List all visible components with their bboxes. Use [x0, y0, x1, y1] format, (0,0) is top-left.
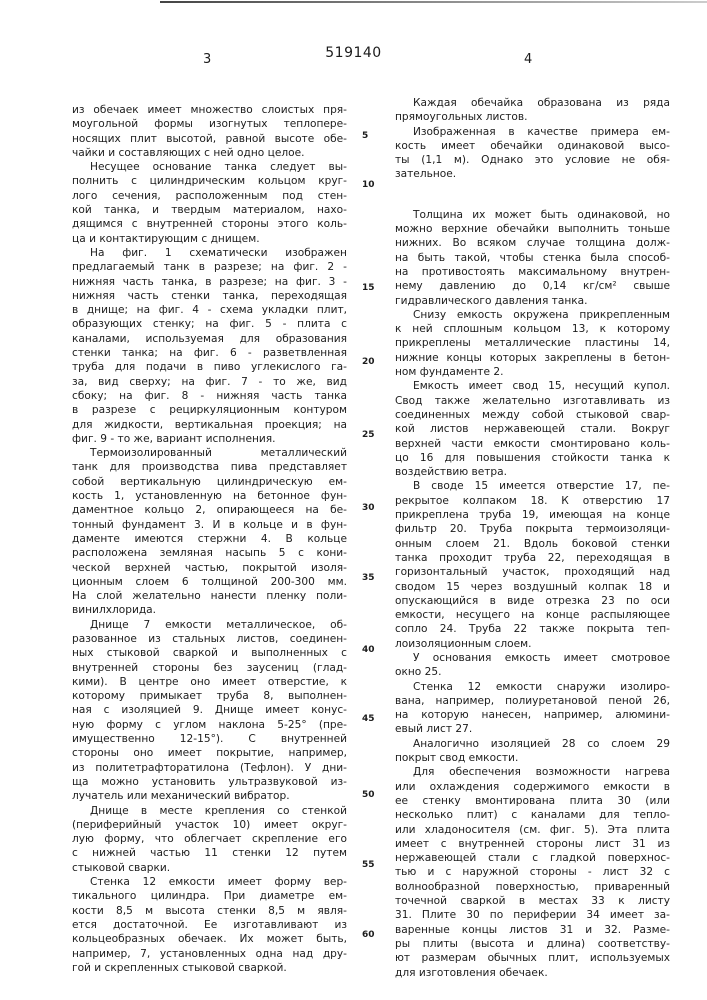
text-line: Термоизолированный металлический — [72, 446, 347, 460]
text-line: ют размерам обычных плит, используемых — [395, 951, 670, 965]
text-line: В своде 15 имеется отверстие 17, пе- — [395, 479, 670, 493]
text-line: Днище в месте крепления со стенкой — [72, 804, 347, 818]
text-line: можно верхние обечайки выполнить тоньше — [395, 222, 670, 236]
text-line: или хладоносителя (см. фиг. 5). Эта плита — [395, 823, 670, 837]
text-line: Каждая обечайка образована из ряда — [395, 96, 670, 110]
text-line: винилхлорида. — [72, 603, 347, 617]
text-line: расположена земляная насыпь 5 с кони- — [72, 546, 347, 560]
line-number: 45 — [362, 714, 375, 724]
text-line: тикального цилиндра. При диаметре ем- — [72, 889, 347, 903]
scan-top-rule — [160, 1, 707, 3]
text-line: кости 8,5 м высота стенки 8,5 м явля- — [72, 904, 347, 918]
text-line: точечной сваркой в местах 33 к листу — [395, 894, 670, 908]
text-line: образующих стенку; на фиг. 5 - плита с — [72, 317, 347, 331]
text-line: на быть такой, чтобы стенка была способ- — [395, 251, 670, 265]
line-number: 50 — [362, 790, 375, 800]
text-line: моугольной формы изогнутых теплопере- — [72, 117, 347, 131]
text-line: лую форму, что облегчает скрепление его — [72, 832, 347, 846]
text-line: за, вид сверху; на фиг. 7 - то же, вид — [72, 375, 347, 389]
text-line: Стенка 12 емкости снаружи изолиро- — [395, 680, 670, 694]
text-line: верхней части емкости смонтировано коль- — [395, 437, 670, 451]
text-line: дящимся с внутренней стороны этого коль- — [72, 217, 347, 231]
paragraph-gap — [395, 182, 670, 208]
text-line: нижние концы которых закреплены в бетон- — [395, 351, 670, 365]
text-line: из политетрафторатилона (Тефлон). У дни- — [72, 761, 347, 775]
left-column — [72, 103, 347, 975]
text-line: танка проходит труба 22, переходящая в — [395, 551, 670, 565]
text-line: вана, например, полиуретановой пеной 26, — [395, 694, 670, 708]
text-line: ты (1,1 м). Однако это условие не обя- — [395, 153, 670, 167]
line-number: 40 — [362, 645, 375, 655]
text-line: стенки танка; на фиг. 6 - разветвленная — [72, 346, 347, 360]
text-line: рекрытое колпаком 18. К отверстию 17 — [395, 494, 670, 508]
text-line: ционным слоем 6 толщиной 200-300 мм. — [72, 575, 347, 589]
text-line: ры плиты (высота и длина) соответству- — [395, 937, 670, 951]
text-line: Стенка 12 емкости имеет форму вер- — [72, 875, 347, 889]
text-line: несколько плит) с каналами для тепло- — [395, 808, 670, 822]
text-line: Толщина их может быть одинаковой, но — [395, 208, 670, 222]
text-line: На слой желательно нанести пленку поли- — [72, 589, 347, 603]
text-line: (периферийный участок 10) имеет округ- — [72, 818, 347, 832]
text-line: варенные концы листов 31 и 32. Разме- — [395, 923, 670, 937]
text-line: фиг. 9 - то же, вариант исполнения. — [72, 432, 347, 446]
line-number: 30 — [362, 503, 375, 513]
text-line: ном фундаменте 2. — [395, 365, 670, 379]
line-number: 5 — [362, 131, 368, 141]
text-line: ется достаточной. Ее изготавливают из — [72, 918, 347, 932]
text-line: нержавеющей стали с гладкой поверхнос- — [395, 851, 670, 865]
text-line: ца и контактирующим с днищем. — [72, 232, 347, 246]
text-line: ее стенку вмонтирована плита 30 (или — [395, 794, 670, 808]
text-line: танк для производства пива представляет — [72, 460, 347, 474]
text-line: Днище 7 емкости металлическое, об- — [72, 618, 347, 632]
page-number-left: 3 — [203, 52, 211, 67]
text-line: нему давлению до 0,14 кг/см² свыше — [395, 279, 670, 293]
text-line: носящих плит высотой, равной высоте обе- — [72, 132, 347, 146]
text-line: евый лист 27. — [395, 722, 670, 736]
text-line: имеет с внутренней стороны лист 31 из — [395, 837, 670, 851]
text-line: предлагаемый танк в разрезе; на фиг. 2 - — [72, 260, 347, 274]
text-line: имущественно 12-15°). С внутренней — [72, 732, 347, 746]
text-line: собой вертикальную цилиндрическую ем- — [72, 475, 347, 489]
text-line: к ней сплошным кольцом 13, к которому — [395, 322, 670, 336]
text-line: каналами, используемая для образования — [72, 332, 347, 346]
text-line: гой и скрепленных стыковой сваркой. — [72, 961, 347, 975]
line-number: 25 — [362, 430, 375, 440]
text-line: которому примыкает труба 8, выполнен- — [72, 689, 347, 703]
text-line: сбоку; на фиг. 8 - нижняя часть танка — [72, 389, 347, 403]
text-line: ческой верхней частью, покрытой изоля- — [72, 561, 347, 575]
text-line: труба для подачи в пиво углекислого га- — [72, 360, 347, 374]
text-line: из обечаек имеет множество слоистых пря- — [72, 103, 347, 117]
text-line: ных стыковой сваркой и выполненных с — [72, 646, 347, 660]
text-line: кой танка, и твердым материалом, нахо- — [72, 203, 347, 217]
text-line: даментное кольцо 2, опирающееся на бе- — [72, 503, 347, 517]
text-line: даменте имеются стержни 4. В кольце — [72, 532, 347, 546]
text-line: лучатель или механический вибратор. — [72, 789, 347, 803]
text-line: Аналогично изоляцией 28 со слоем 29 — [395, 737, 670, 751]
text-line: для изготовления обечаек. — [395, 966, 670, 980]
text-line: с нижней частью 11 стенки 12 путем — [72, 846, 347, 860]
text-line: лого сечения, расположенным под стен- — [72, 189, 347, 203]
text-line: разованное из стальных листов, соединен- — [72, 632, 347, 646]
text-line: кой листов нержавеющей стали. Вокруг — [395, 422, 670, 436]
patent-number: 519140 — [0, 45, 707, 61]
line-number: 20 — [362, 357, 375, 367]
text-line: опускающийся в виде отрезка 23 по оси — [395, 594, 670, 608]
text-line: ную форму с углом наклона 5-25° (пре- — [72, 718, 347, 732]
text-line: нижняя часть танка, в разрезе; на фиг. 3 - — [72, 275, 347, 289]
text-line: 31. Плите 30 по периферии 34 имеет за- — [395, 908, 670, 922]
line-number: 60 — [362, 930, 375, 940]
text-line: На фиг. 1 схематически изображен — [72, 246, 347, 260]
text-line: тонный фундамент 3. И в кольце и в фун- — [72, 518, 347, 532]
right-column — [395, 96, 670, 980]
text-line: Изображенная в качестве примера ем- — [395, 125, 670, 139]
text-line: Снизу емкость окружена прикрепленным — [395, 308, 670, 322]
text-line: сопло 24. Труба 22 также покрыта теп- — [395, 622, 670, 636]
text-line: на противостоять максимальному внутрен- — [395, 265, 670, 279]
text-line: Для обеспечения возможности нагрева — [395, 765, 670, 779]
line-number: 55 — [362, 860, 375, 870]
text-line: ная с изоляцией 9. Днище имеет конус- — [72, 703, 347, 717]
text-line: например, 7, установленных одна над дру- — [72, 947, 347, 961]
text-line: емкости, несущего на конце распыляющее — [395, 608, 670, 622]
text-line: нижних. Во всяком случае толщина долж- — [395, 236, 670, 250]
text-line: прямоугольных листов. — [395, 110, 670, 124]
line-number: 35 — [362, 573, 375, 583]
text-line: сводом 15 через воздушный колпак 18 и — [395, 580, 670, 594]
text-line: в днище; на фиг. 4 - схема укладки плит, — [72, 303, 347, 317]
text-line: полнить с цилиндрическим кольцом круг- — [72, 174, 347, 188]
text-line: кими). В центре оно имеет отверстие, к — [72, 675, 347, 689]
text-line: кость 1, установленную на бетонное фун- — [72, 489, 347, 503]
text-line: кость имеет обечайки одинаковой высо- — [395, 139, 670, 153]
text-line: окно 25. — [395, 665, 670, 679]
text-line: онным слоем 21. Вдоль боковой стенки — [395, 537, 670, 551]
page-number-right: 4 — [524, 52, 532, 67]
text-line: горизонтальный участок, проходящий над — [395, 565, 670, 579]
text-line: чайки и составляющих с ней одно целое. — [72, 146, 347, 160]
text-line: ща можно установить ультразвуковой из- — [72, 775, 347, 789]
text-line: тью и с наружной стороны - лист 32 с — [395, 865, 670, 879]
text-line: стороны оно имеет покрытие, например, — [72, 746, 347, 760]
text-line: или охлаждения содержимого емкости в — [395, 780, 670, 794]
text-line: цо 16 для повышения стойкости танка к — [395, 451, 670, 465]
text-line: воздействию ветра. — [395, 465, 670, 479]
text-line: прикреплена труба 19, имеющая на конце — [395, 508, 670, 522]
text-line: нижняя часть стенки танка, переходящая — [72, 289, 347, 303]
text-line: на которую нанесен, например, алюмини- — [395, 708, 670, 722]
text-line: Несущее основание танка следует вы- — [72, 160, 347, 174]
text-line: внутренней стороны без заусениц (глад- — [72, 661, 347, 675]
text-line: У основания емкость имеет смотровое — [395, 651, 670, 665]
text-line: стыковой сварки. — [72, 861, 347, 875]
text-line: фильтр 20. Труба покрыта термоизоляци- — [395, 522, 670, 536]
text-line: волнообразной поверхностью, приваренный — [395, 880, 670, 894]
text-line: соединенных между собой стыковой свар- — [395, 408, 670, 422]
text-line: Емкость имеет свод 15, несущий купол. — [395, 379, 670, 393]
text-line: гидравлического давления танка. — [395, 294, 670, 308]
text-line: Свод также желательно изготавливать из — [395, 394, 670, 408]
text-line: покрыт свод емкости. — [395, 751, 670, 765]
text-line: в разрезе с рециркуляционным контуром — [72, 403, 347, 417]
text-line: для жидкости, вертикальная проекция; на — [72, 418, 347, 432]
line-number: 15 — [362, 283, 375, 293]
text-line: прикреплены металлические пластины 14, — [395, 336, 670, 350]
line-number: 10 — [362, 180, 375, 190]
text-line: зательное. — [395, 167, 670, 181]
text-line: кольцеобразных обечаек. Их может быть, — [72, 932, 347, 946]
text-line: лоизоляционным слоем. — [395, 637, 670, 651]
